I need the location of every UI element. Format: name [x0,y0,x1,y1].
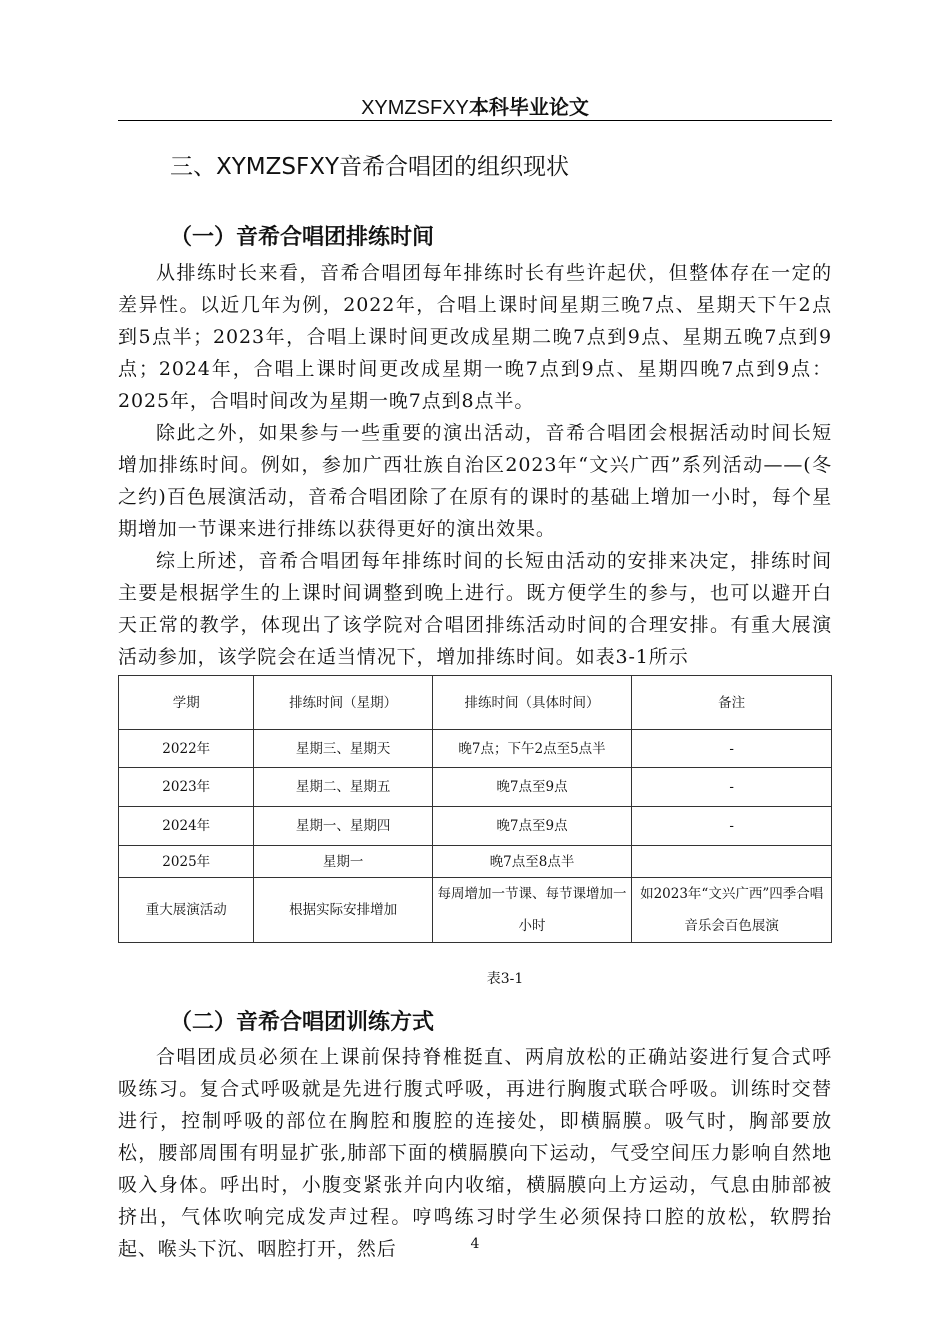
table-cell [632,846,832,878]
table-cell: 晚7点；下午2点至5点半 [432,730,632,768]
table-header-row [119,676,832,730]
rehearsal-schedule-table [118,675,832,943]
table-cell: 星期一 [254,846,432,878]
paragraph-4: 合唱团成员必须在上课前保持脊椎挺直、两肩放松的正确站姿进行复合式呼吸练习。复合式呼吸就是先进行腹式呼吸，再进行胸腹式联合呼吸。训练时交替进行，控制呼吸的部位在胸腔和腹腔的连接处，即横膈膜。吸气时，胸部要放松，腰部周围有明显扩张,肺部下面的横膈膜向下运动，气受空间压力影响自然地吸入身体。呼出时，小腹变紧张并向内收缩，横膈膜向上方运动，气息由肺部被挤出，气体吹响完成发声过程。哼鸣练习时学生必须保持口腔的放松，软腭抬起、喉头下沉、咽腔打开，然后 [118,1046,832,1260]
table-caption: 表3-1 [486,971,524,987]
table-row [119,730,832,768]
table-row [119,878,832,943]
table-cell: 晚7点至9点 [432,807,632,846]
table-cell: 2025年 [119,846,254,878]
table-cell: 每周增加一节课、每节课增加一小时 [432,878,632,943]
paragraph-1: 从排练时长来看，音希合唱团每年排练时长有些许起伏，但整体存在一定的差异性。以近几年为例，2022年，合唱上课时间星期三晚7点、星期天下午2点到5点半；2023年，合唱上课时间更改成星期二晚7点到9点、星期五晚7点到9点；2024年，合唱上课时间更改成星期一晚7点到9点、星期四晚7点到9点：2025年，合唱时间改为星期一晚7点到8点半。 [118,262,832,412]
table-row [119,768,832,807]
subsection-heading-1: （一）音希合唱团排练时间 [170,225,435,250]
table-cell: 星期一、星期四 [254,807,432,846]
table-cell: 星期三、星期天 [254,730,432,768]
section-title: 三、XYMZSFXY音希合唱团的组织现状 [170,154,570,180]
table-cell: 2024年 [119,807,254,846]
subsection-heading-2: （二）音希合唱团训练方式 [170,1010,435,1035]
table-cell: 根据实际安排增加 [254,878,432,943]
table-cell: 星期二、星期五 [254,768,432,807]
table-cell: 晚7点至8点半 [432,846,632,878]
table-cell: - [632,768,832,807]
table-cell: 2023年 [119,768,254,807]
table-cell: - [632,730,832,768]
header-label: 本科毕业论文 [468,95,589,119]
table-header-cell: 学期 [119,676,254,730]
table-row [119,846,832,878]
table-cell: 晚7点至9点 [432,768,632,807]
table-cell: - [632,807,832,846]
table-cell: 重大展演活动 [119,878,254,943]
table-cell: 2022年 [119,730,254,768]
table-header-cell: 排练时间（星期） [254,676,432,730]
paragraph-3: 综上所述，音希合唱团每年排练时间的长短由活动的安排来决定，排练时间主要是根据学生的上课时间调整到晚上进行。既方便学生的参与，也可以避开白天正常的教学，体现出了该学院对合唱团排练活动时间的合理安排。有重大展演活动参加，该学院会在适当情况下，增加排练时间。如表3-1所示 [118,550,832,668]
page-number: 4 [470,1236,480,1252]
page-header [118,94,832,121]
paragraph-2: 除此之外，如果参与一些重要的演出活动，音希合唱团会根据活动时间长短增加排练时间。例如，参加广西壮族自治区2023年“文兴广西”系列活动——(冬之约)百色展演活动，音希合唱团除了在原有的课时的基础上增加一小时，每个星期增加一节课来进行排练以获得更好的演出效果。 [118,422,832,540]
table-row [119,807,832,846]
table-cell: 如2023年“文兴广西”四季合唱音乐会百色展演 [632,878,832,943]
table-header-cell: 备注 [632,676,832,730]
table-header-cell: 排练时间（具体时间） [432,676,632,730]
header-org: XYMZSFXY [361,97,469,119]
